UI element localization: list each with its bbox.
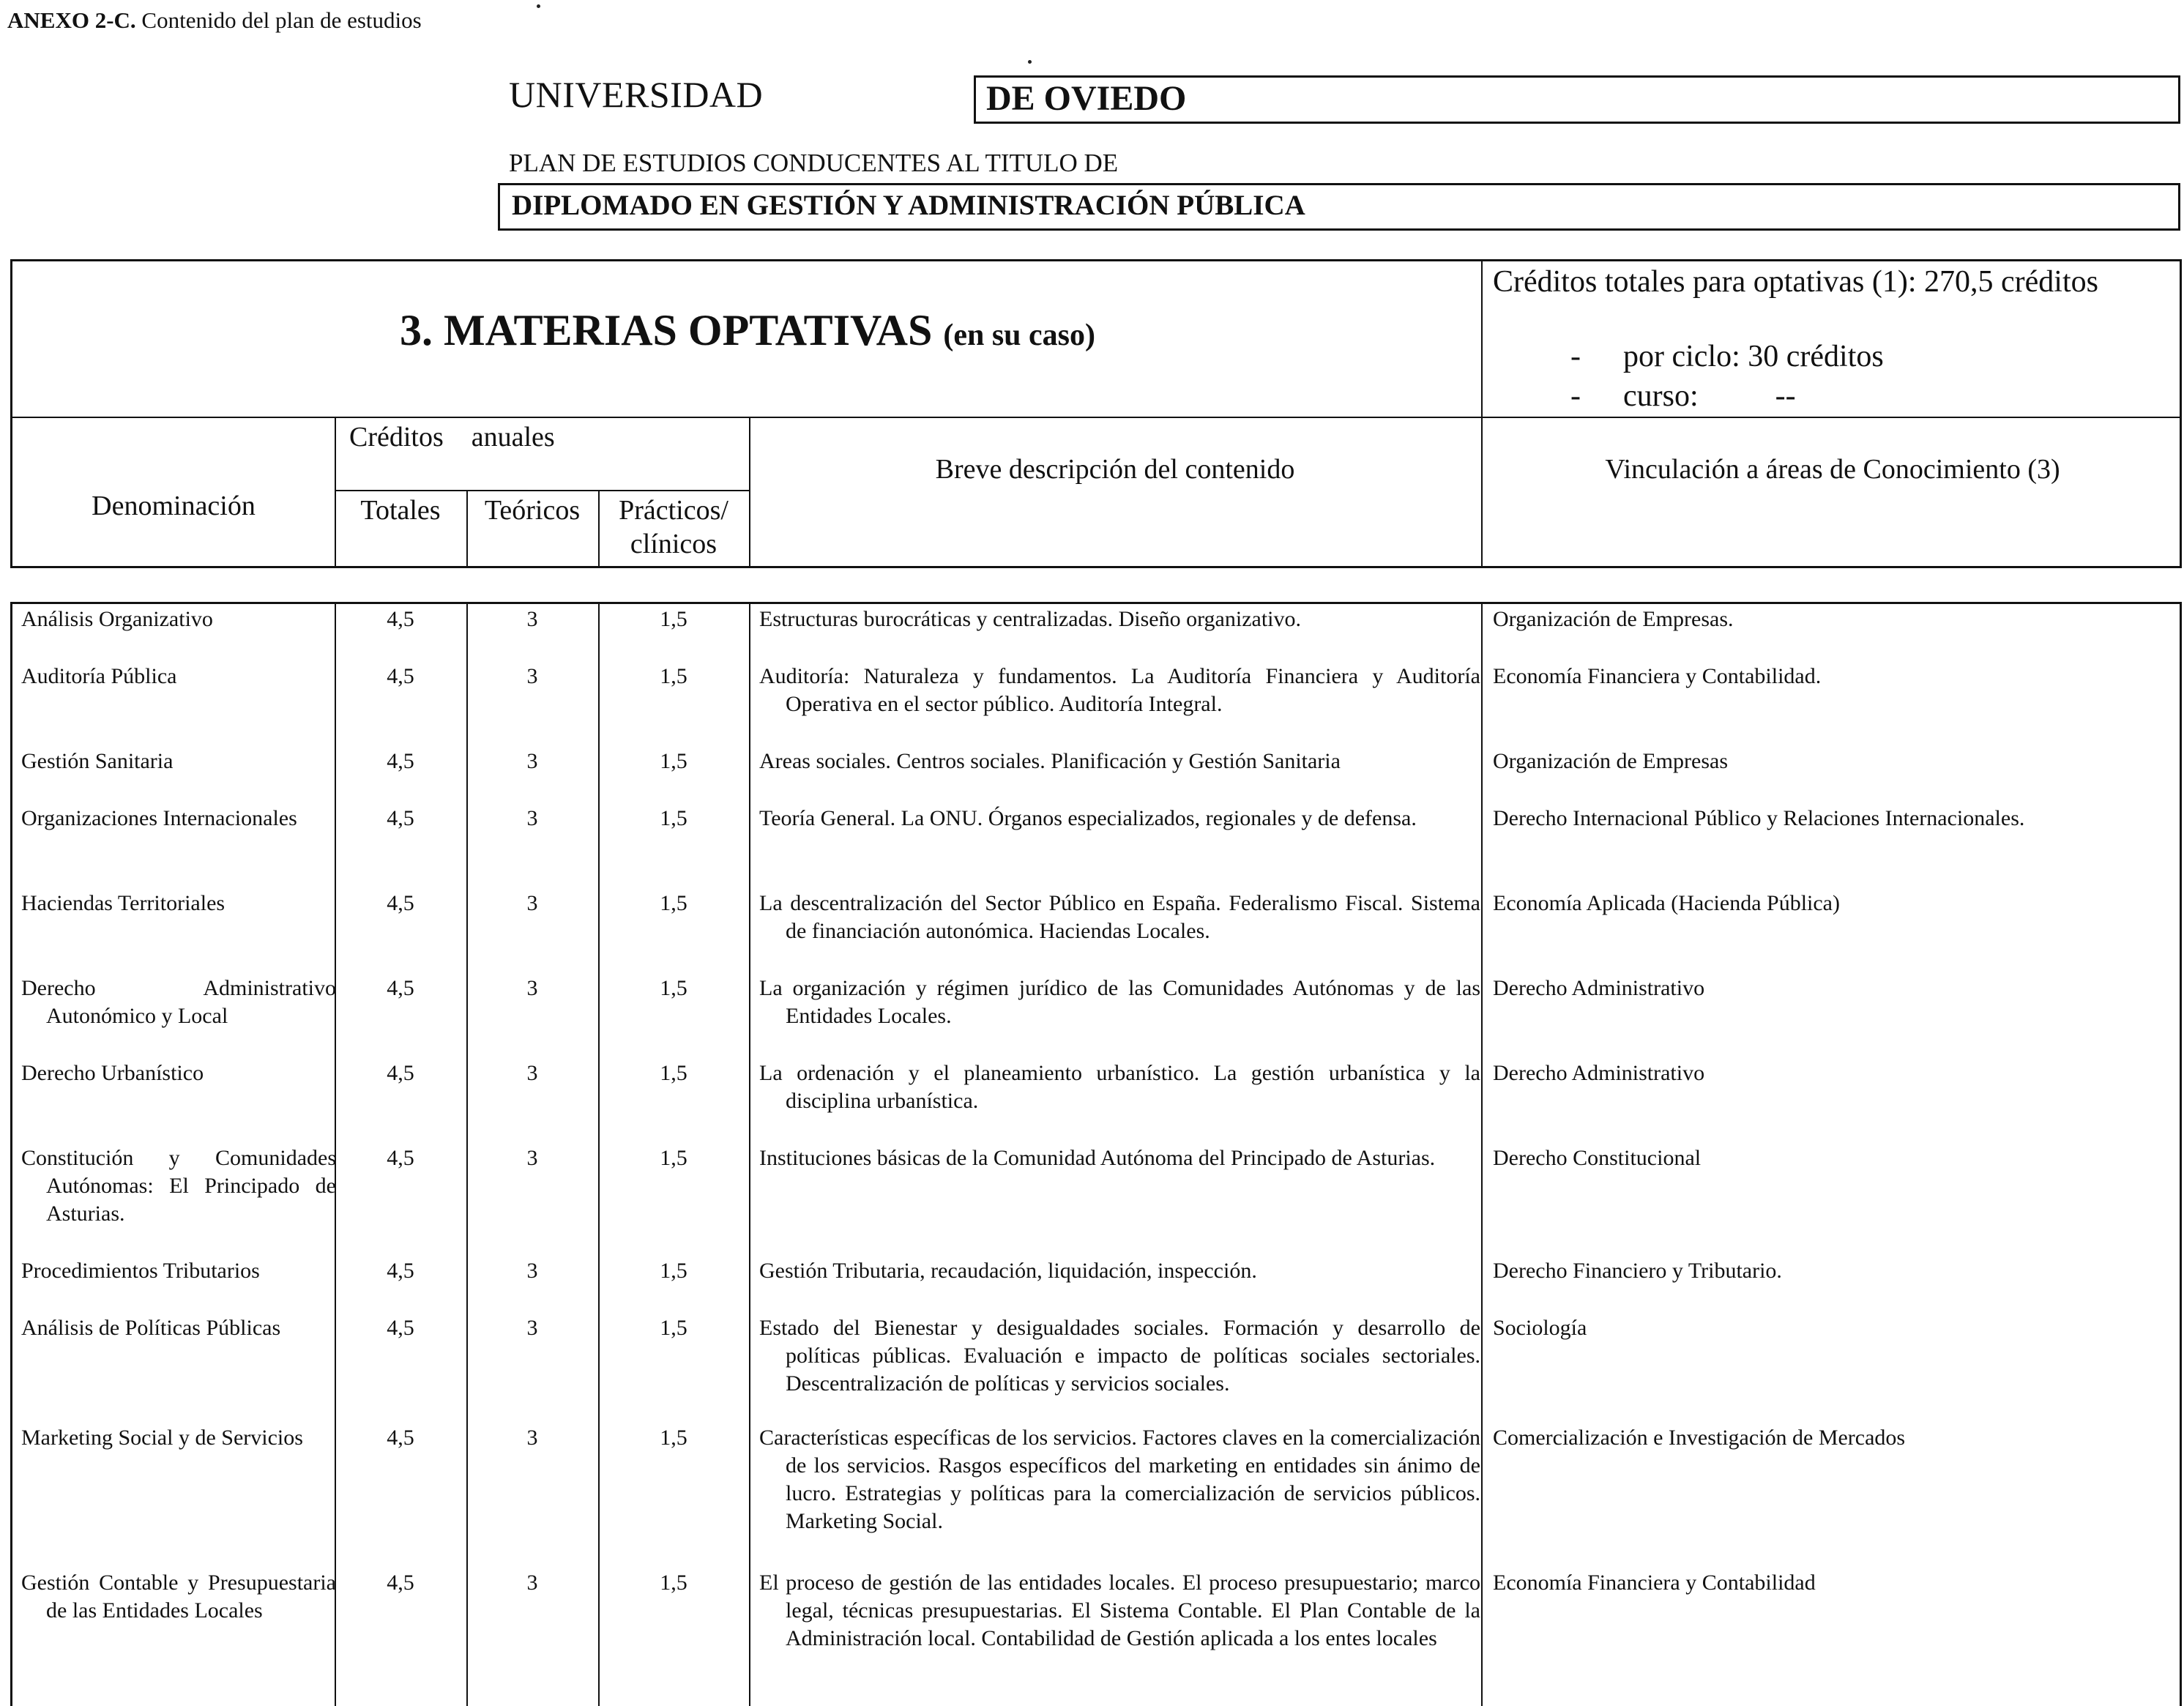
credits-totales: 4,5 — [387, 749, 414, 773]
subject-description: La organización y régimen jurídico de las Comunidades Autónomas y de las Entidades Locales. — [759, 976, 1480, 1028]
credits-totales: 4,5 — [387, 1259, 414, 1283]
subjects-table — [10, 602, 2182, 1706]
credits-practicos: 1,5 — [660, 607, 687, 631]
credits-practicos: 1,5 — [660, 976, 687, 1000]
university-name-box: DE OVIEDO — [974, 75, 2180, 124]
subject-name: Gestión Sanitaria — [21, 749, 174, 773]
credits-teoricos: 3 — [526, 1061, 538, 1085]
knowledge-area: Comercialización e Investigación de Mercados — [1493, 1426, 1906, 1450]
credits-totales: 4,5 — [387, 891, 414, 915]
credits-practicos: 1,5 — [660, 749, 687, 773]
credits-practicos: 1,5 — [660, 1146, 687, 1170]
knowledge-area: Derecho Constitucional — [1493, 1146, 1702, 1170]
credits-practicos: 1,5 — [660, 1061, 687, 1085]
subject-description: Estructuras burocráticas y centralizadas. Diseño organizativo. — [759, 607, 1301, 631]
knowledge-area: Derecho Internacional Público y Relaciones Internacionales. — [1493, 806, 2025, 830]
credits-practicos: 1,5 — [660, 1571, 687, 1595]
annex-heading — [7, 7, 422, 34]
col-practicos: Prácticos/ — [619, 495, 728, 526]
credits-practicos: 1,5 — [660, 664, 687, 688]
section-note: (en su caso) — [943, 319, 1096, 352]
divider — [749, 604, 750, 1706]
subject-name: Derecho Urbanístico — [21, 1061, 204, 1085]
knowledge-area: Derecho Administrativo — [1493, 1061, 1705, 1085]
credits-teoricos: 3 — [526, 806, 538, 830]
course-dash: - — [1570, 379, 1581, 413]
knowledge-area: Organización de Empresas. — [1493, 607, 1734, 631]
subject-description: Estado del Bienestar y desigualdades sociales. Formación y desarrollo de políticas públicas. Evaluación e impacto de políticas sociales sectoriales. Descentralización de políticas y servicios sociales. — [759, 1316, 1480, 1396]
plan-label: PLAN DE ESTUDIOS CONDUCENTES AL TITULO DE — [509, 149, 1119, 177]
credits-teoricos: 3 — [526, 976, 538, 1000]
divider — [749, 417, 750, 566]
credits-practicos: 1,5 — [660, 1259, 687, 1283]
annex-number: ANEXO 2-C. — [7, 7, 136, 33]
credits-totales: 4,5 — [387, 1571, 414, 1595]
subject-description: La descentralización del Sector Público en España. Federalismo Fiscal. Sistema de financiación autonómica. Haciendas Locales. — [759, 891, 1480, 943]
credits-practicos: 1,5 — [660, 806, 687, 830]
credits-totales: 4,5 — [387, 976, 414, 1000]
subject-description: El proceso de gestión de las entidades locales. El proceso presupuestario; marco legal, técnicas presupuestarias. El Sistema Contable. El Plan Contable de la Administración local. Contabilidad de Gestión aplicada a los entes locales — [759, 1571, 1480, 1650]
knowledge-area: Organización de Empresas — [1493, 749, 1728, 773]
credits-teoricos: 3 — [526, 1259, 538, 1283]
annex-text: Contenido del plan de estudios — [135, 7, 422, 33]
credits-practicos: 1,5 — [660, 1316, 687, 1340]
credits-totales: 4,5 — [387, 806, 414, 830]
credits-totales: 4,5 — [387, 664, 414, 688]
knowledge-area: Derecho Administrativo — [1493, 976, 1705, 1000]
divider — [1481, 604, 1483, 1706]
subject-description: Teoría General. La ONU. Órganos especializados, regionales y de defensa. — [759, 806, 1417, 830]
knowledge-area: Derecho Financiero y Tributario. — [1493, 1259, 1782, 1283]
knowledge-area: Economía Financiera y Contabilidad. — [1493, 664, 1822, 688]
credits-teoricos: 3 — [526, 1316, 538, 1340]
credits-teoricos: 3 — [526, 607, 538, 631]
credits-practicos: 1,5 — [660, 891, 687, 915]
credits-totales: 4,5 — [387, 1426, 414, 1450]
course: curso: -- — [1623, 379, 1796, 413]
col-totales: Totales — [360, 495, 441, 526]
subject-name: Derecho Administrativo Autonómico y Local — [21, 976, 336, 1028]
subject-description: Auditoría: Naturaleza y fundamentos. La Auditoría Financiera y Auditoría Operativa en el sector público. Auditoría Integral. — [759, 664, 1480, 716]
credits-teoricos: 3 — [526, 664, 538, 688]
credits-teoricos: 3 — [526, 891, 538, 915]
credits-teoricos: 3 — [526, 1571, 538, 1595]
col-vinculacion: Vinculación a áreas de Conocimiento (3) — [1605, 454, 2060, 485]
subject-description: Gestión Tributaria, recaudación, liquidación, inspección. — [759, 1259, 1257, 1283]
credits-total: Créditos totales para optativas (1): 270,5 créditos — [1493, 265, 2098, 299]
credits-totales: 4,5 — [387, 1146, 414, 1170]
col-teoricos: Teóricos — [484, 495, 581, 526]
degree-title-box: DIPLOMADO EN GESTIÓN Y ADMINISTRACIÓN PÚBLICA — [498, 183, 2180, 231]
subject-description: Instituciones básicas de la Comunidad Autónoma del Principado de Asturias. — [759, 1146, 1436, 1170]
header-table — [10, 259, 2182, 568]
per-cycle-credits: por ciclo: 30 créditos — [1623, 340, 1884, 373]
col-creditos-anuales: Créditos anuales — [349, 422, 555, 452]
subject-name: Gestión Contable y Presupuestaria de las Entidades Locales — [21, 1571, 336, 1623]
subject-name: Auditoría Pública — [21, 664, 177, 688]
credits-teoricos: 3 — [526, 1146, 538, 1170]
subject-name: Haciendas Territoriales — [21, 891, 226, 915]
credits-totales: 4,5 — [387, 1061, 414, 1085]
subject-name: Análisis de Políticas Públicas — [21, 1316, 281, 1340]
col-clinicos: clínicos — [630, 529, 718, 559]
col-denominacion: Denominación — [92, 491, 256, 521]
divider — [335, 490, 750, 491]
credits-teoricos: 3 — [526, 1426, 538, 1450]
per-cycle-dash: - — [1570, 340, 1581, 373]
credits-totales: 4,5 — [387, 1316, 414, 1340]
scan-speck — [1028, 60, 1032, 64]
knowledge-area: Sociología — [1493, 1316, 1587, 1340]
scan-speck — [537, 4, 540, 8]
subject-description: Características específicas de los servicios. Factores claves en la comercialización de los servicios. Rasgos específicos del marketing en entidades sin ánimo de lucro. Estrategias y políticas para la comercialización de servicios públicos. Marketing Social. — [759, 1426, 1480, 1533]
credits-practicos: 1,5 — [660, 1426, 687, 1450]
section-title-text: 3. MATERIAS OPTATIVAS — [399, 306, 933, 354]
col-descripcion: Breve descripción del contenido — [935, 454, 1295, 485]
subject-description: La ordenación y el planeamiento urbanístico. La gestión urbanística y la disciplina urbanística. — [759, 1061, 1480, 1113]
knowledge-area: Economía Financiera y Contabilidad — [1493, 1571, 1816, 1595]
divider — [12, 417, 2180, 418]
section-title — [12, 305, 1483, 356]
credits-totales: 4,5 — [387, 607, 414, 631]
university-label: UNIVERSIDAD — [509, 74, 764, 115]
subject-description: Areas sociales. Centros sociales. Planificación y Gestión Sanitaria — [759, 749, 1341, 773]
knowledge-area: Economía Aplicada (Hacienda Pública) — [1493, 891, 1840, 915]
divider — [335, 417, 336, 566]
subject-name: Organizaciones Internacionales — [21, 806, 297, 830]
subject-name: Marketing Social y de Servicios — [21, 1426, 303, 1450]
subject-name: Constitución y Comunidades Autónomas: El Principado de Asturias. — [21, 1146, 336, 1226]
credits-teoricos: 3 — [526, 749, 538, 773]
subject-name: Análisis Organizativo — [21, 607, 213, 631]
subject-name: Procedimientos Tributarios — [21, 1259, 260, 1283]
